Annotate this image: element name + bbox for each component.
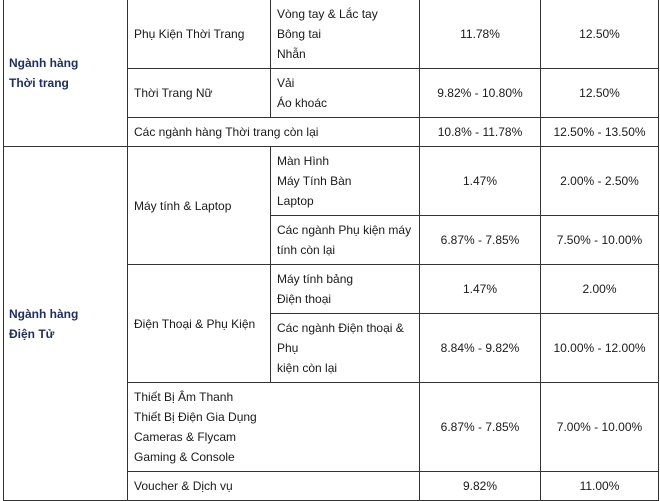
rate-cell: 10.8% - 11.78% <box>420 118 541 147</box>
rate-cell: 6.87% - 7.85% <box>420 216 541 265</box>
rate-cell: 11.00% <box>541 472 659 501</box>
voucher-label-cell: Voucher & Dịch vụ <box>128 472 420 501</box>
rate-cell: 6.87% - 7.85% <box>420 383 541 472</box>
rate-cell: 12.50% <box>541 69 659 118</box>
category-cell: Thời Trang Nữ <box>128 69 271 118</box>
items-cell: Màn Hình Máy Tính Bàn Laptop <box>271 147 420 216</box>
appliances-items-cell: Thiết Bị Âm Thanh Thiết Bị Điện Gia Dụng Cameras & Flycam Gaming & Console <box>128 383 420 472</box>
rate-cell: 1.47% <box>420 147 541 216</box>
items-cell: Vải Áo khoác <box>271 69 420 118</box>
commission-table <box>3 0 659 501</box>
items-cell: Vòng tay & Lắc tay Bông tai Nhẫn <box>271 0 420 69</box>
rate-cell: 7.00% - 10.00% <box>541 383 659 472</box>
group-label-electronics: Ngành hàng Điện Tử <box>4 147 128 501</box>
rate-cell: 9.82% <box>420 472 541 501</box>
items-cell: Máy tính bảng Điện thoại <box>271 265 420 314</box>
table-row <box>4 0 659 69</box>
category-cell: Máy tính & Laptop <box>128 147 271 265</box>
category-cell: Phụ Kiện Thời Trang <box>128 0 271 69</box>
rate-cell: 9.82% - 10.80% <box>420 69 541 118</box>
group-label-fashion: Ngành hàng Thời trang <box>4 0 128 147</box>
rate-cell: 2.00% - 2.50% <box>541 147 659 216</box>
rate-cell: 1.47% <box>420 265 541 314</box>
rate-cell: 12.50% - 13.50% <box>541 118 659 147</box>
rate-cell: 8.84% - 9.82% <box>420 314 541 383</box>
rate-cell: 12.50% <box>541 0 659 69</box>
items-cell: Các ngành Điện thoại & Phụ kiện còn lại <box>271 314 420 383</box>
rate-cell: 2.00% <box>541 265 659 314</box>
remaining-label-cell: Các ngành hàng Thời trang còn lại <box>128 118 420 147</box>
table-row <box>4 147 659 216</box>
rate-cell: 11.78% <box>420 0 541 69</box>
category-cell: Điện Thoại & Phụ Kiện <box>128 265 271 383</box>
rate-cell: 7.50% - 10.00% <box>541 216 659 265</box>
items-cell: Các ngành Phụ kiện máy tính còn lại <box>271 216 420 265</box>
rate-cell: 10.00% - 12.00% <box>541 314 659 383</box>
